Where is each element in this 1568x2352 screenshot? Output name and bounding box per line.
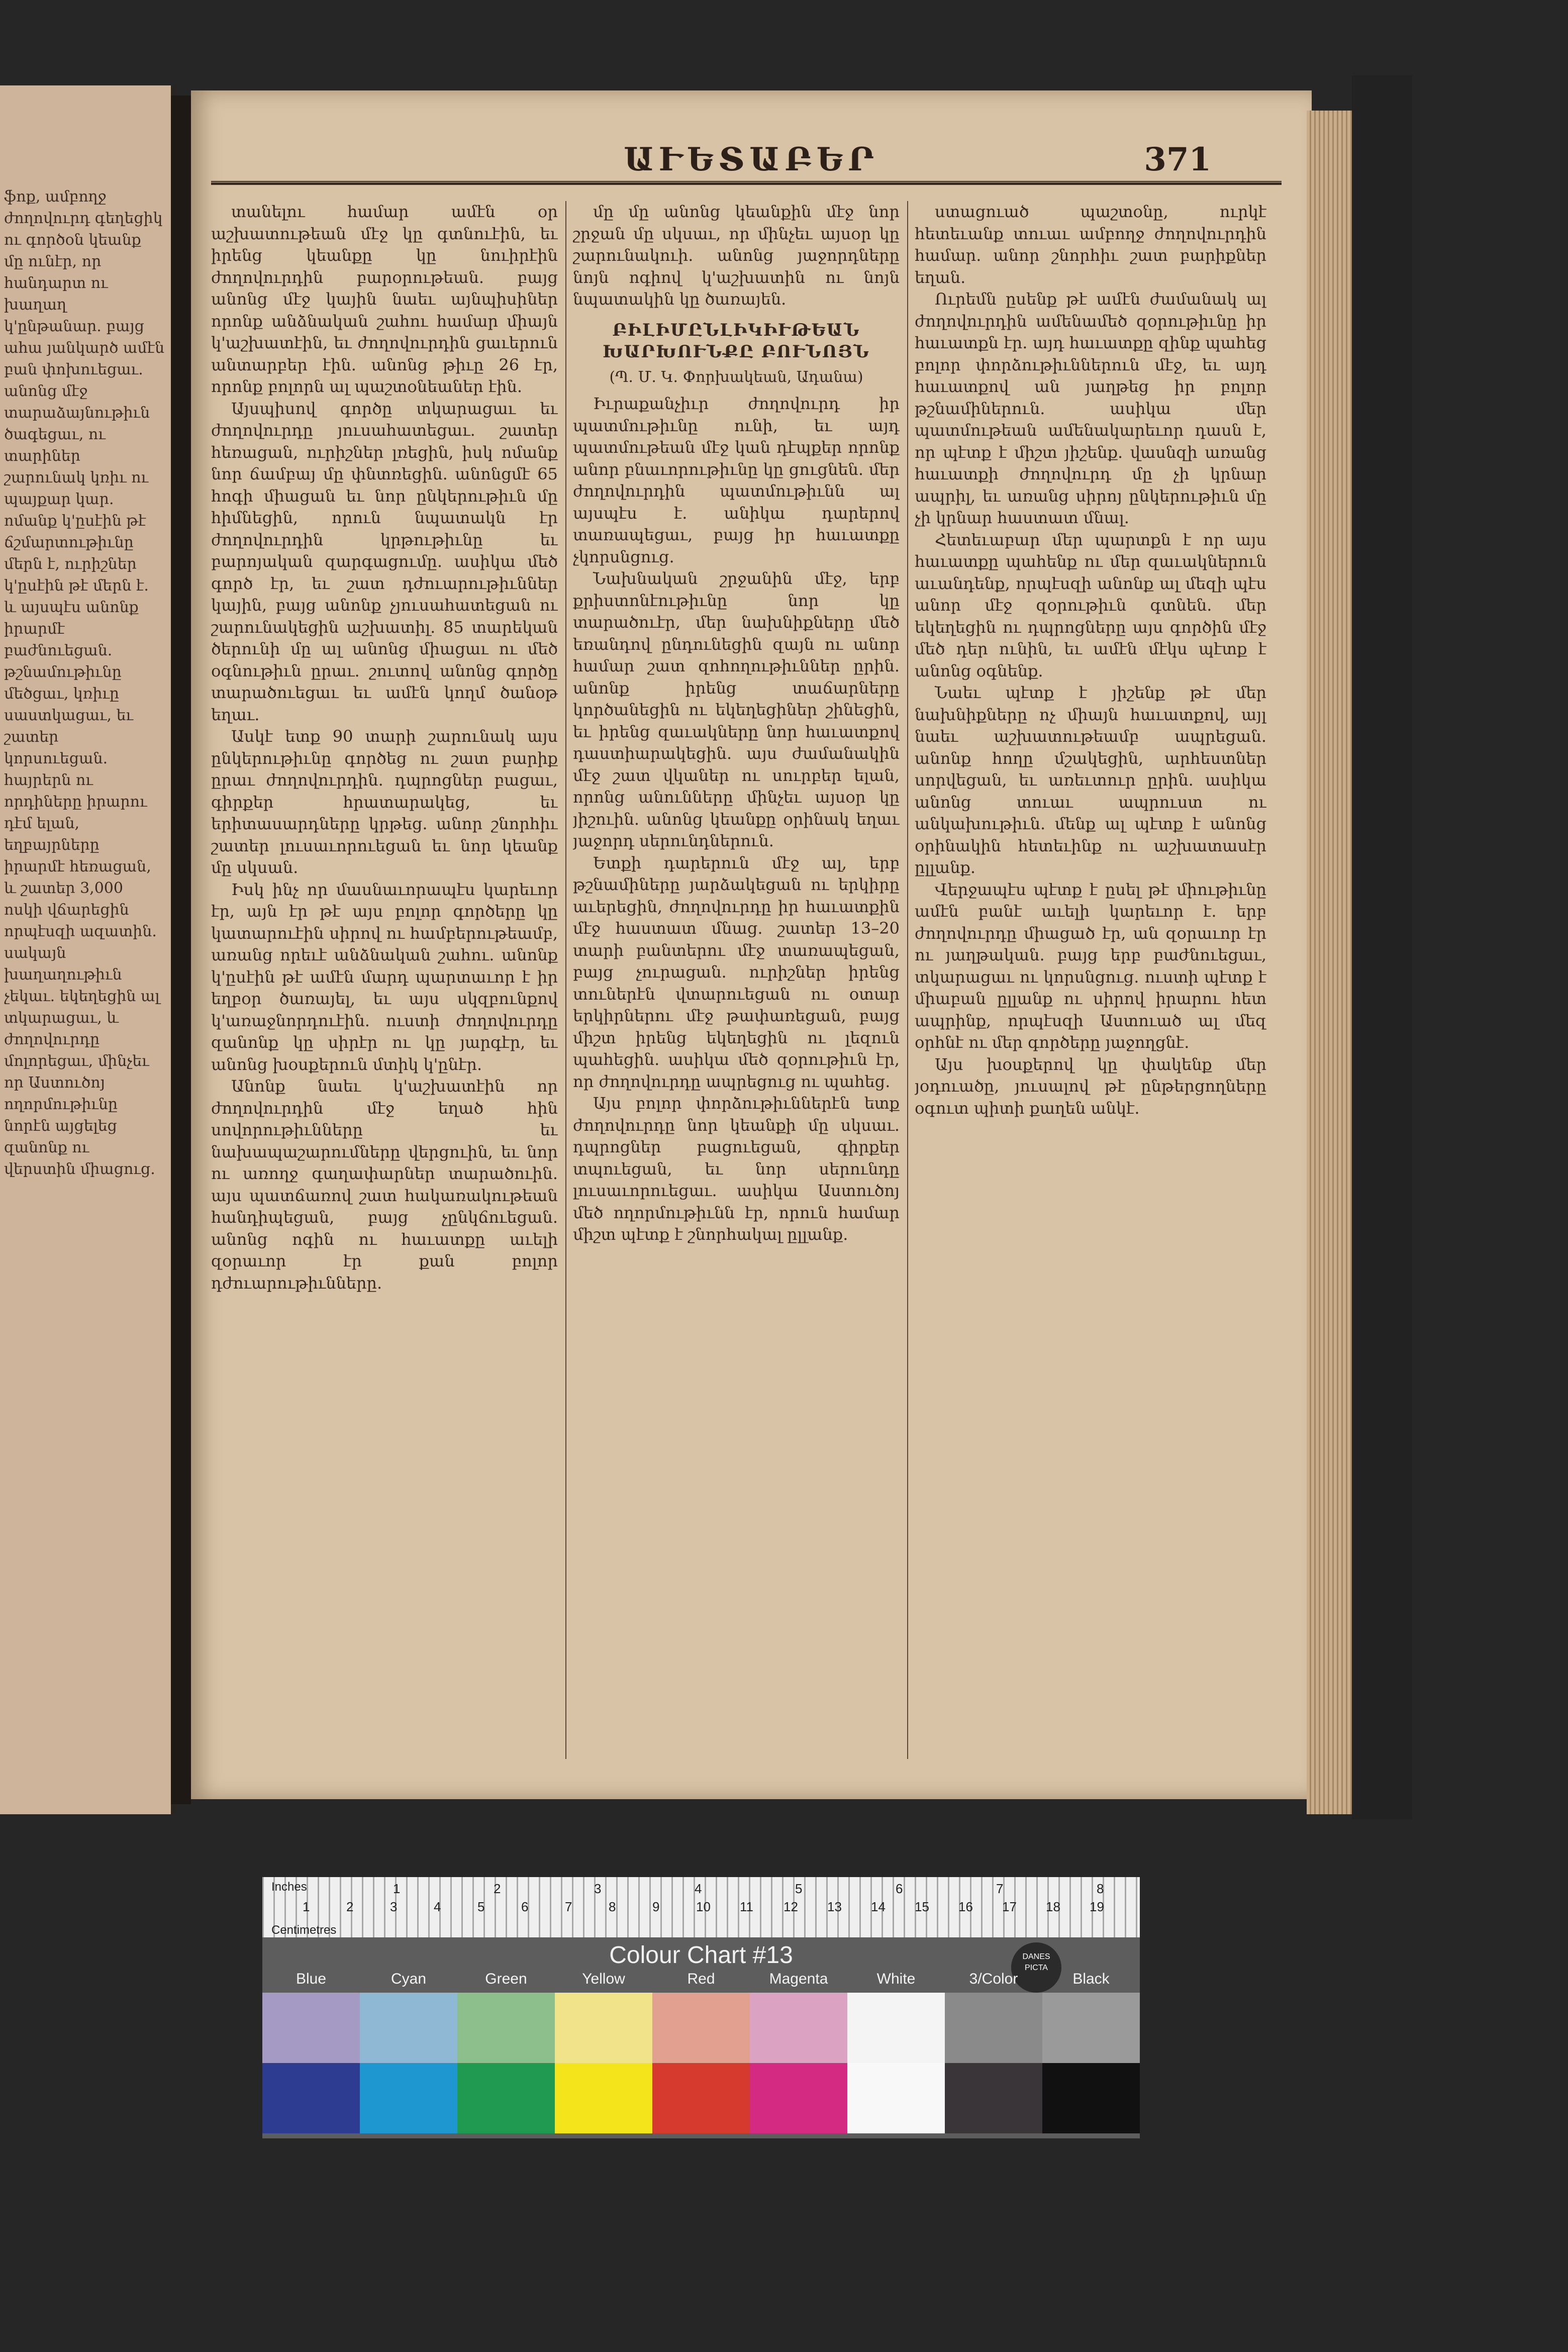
page-number: 371 — [1144, 141, 1211, 178]
header-rule — [211, 181, 1282, 185]
swatch-top-cyan — [360, 1993, 457, 2063]
book-gutter — [171, 95, 191, 1804]
swatch-top-white — [847, 1993, 945, 2063]
swatch-label-yellow: Yellow — [582, 1971, 625, 1987]
ruler-cm-label: Centimetres — [271, 1923, 337, 1937]
column-2: մը մը անոնց կեանքին մէջ նոր շրջան մը սկսաւ, որ մինչեւ այսօր կը շարունակուի. անոնց յաջորդները նոյն ոգիով կ'աշխատին ու նոյն նպատակին կը ծառայեն. ԲԻԼԻՄԸՆԼԻԿԻՒԹԵԱՆ ԽԱՐԽՈՒՆՔԸ ԲՈՒՆՈՅՆ (Պ. Մ. Կ. Փորխակեան, Ադանա) Իւրաքանչիւր ժողովուրդ իր պատմութիւնը ունի, եւ այդ պատմութեան մէջ կան դէպքեր որոնք անոր բնաւորութիւնը կը ցուցնեն. մեր ժողովուրդին պատմութիւնն ալ այսպէս է. անիկա դարերով տառապեցաւ, բայց իր հաւատքը չկորսնցուց. Նախնական շրջանին մէջ, երբ քրիստոնէութիւնը նոր կը տարածուէր, մեր նախնիքները մեծ եռանդով ընդունեցին զայն ու անոր համար շատ զոհողութիւններ ըրին. անոնք իրենց տաճարները կործանեցին ու եկեղեցիներ շինեցին, եւ իրենց զաւակները նոր հաւատքով դաստիարակեցին. այս ժամանակին մէջ շատ վկաներ ու սուրբեր ելան, որոնց անունները մինչեւ այսօր կը յիշուին. անոնց կեանքը օրինակ եղաւ յաջորդ սերունդներուն. Ետքի դարերուն մէջ ալ, երբ թշնամիները յարձակեցան ու երկիրը աւերեցին, ժողովուրդը իր հաւատքին մէջ հաստատ մնաց. շատեր 13–20 տարի բանտերու մէջ տառապեցան, բայց չուրացան. ուրիշներ իրենց տուներէն վտարուեցան ու օտար երկիրներու մէջ թափառեցան, բայց միշտ իրենց եկեղեցին ու լեզուն պահեցին. ասիկա մեծ զօրութիւն էր, որ ժողովուրդը ապրեցուց ու պահեց. Այս բոլոր փորձութիւններէն ետք ժողովուրդը նոր կեանքի մը սկսաւ. դպրոցներ բացուեցան, գիրքեր տպուեցան, եւ նոր սերունդը լուսաւորուեցաւ. ասիկա Աստուծոյ մեծ ողորմութիւնն էր, որուն համար միշտ պէտք է շնորհակալ ըլլանք. — [573, 202, 900, 1244]
book-cover — [1352, 75, 1412, 1819]
swatch-label-white: White — [876, 1971, 916, 1987]
figure-range: 13–20 — [850, 919, 900, 938]
ruler-cm-2: 2 — [346, 1899, 354, 1914]
ruler — [262, 1877, 1140, 1937]
swatch-labels — [262, 1971, 1140, 1991]
right-page — [191, 90, 1312, 1799]
swatch-top-yellow — [555, 1993, 652, 2063]
ruler-inch-7: 7 — [996, 1881, 1004, 1896]
swatch-top-black — [1042, 1993, 1140, 2063]
ruler-inch-1: 1 — [393, 1881, 401, 1896]
swatch-bottom-magenta — [750, 2063, 847, 2133]
swatch-top-magenta — [750, 1993, 847, 2063]
ruler-inch-4: 4 — [695, 1881, 702, 1896]
swatch-bottom-black — [1042, 2063, 1140, 2133]
figure-65: 65 — [537, 464, 558, 483]
running-title: ԱՒԵՏԱԲԵՐ — [624, 141, 879, 178]
colour-chart-title: Colour Chart #13 — [609, 1942, 793, 1969]
ruler-cm-7: 7 — [565, 1899, 572, 1914]
column-1: տանելու համար ամէն օր աշխատութեան մէջ կը գտնուէին, եւ իրենց կեանքը կը նուիրէին ժողովուրդին բարօրութեան. բայց անոնց մէջ կային նաեւ այնպիսիներ որոնք անձնական շահու համար միայն կ'աշխատէին, եւ ժողովուրդին ցաւերուն անտարբեր էին. անոնց թիւը 26 էր, որոնք բոլորն ալ պաշտօնեաներ էին. Այսպիսով գործը տկարացաւ եւ ժողովուրդը յուսահատեցաւ. շատեր հեռացան, ուրիշներ լռեցին, իսկ ոմանք նոր ճամբայ մը փնտռեցին. անոնցմէ 65 հոգի միացան եւ նոր ընկերութիւն մը հիմնեցին, որուն նպատակն էր ժողովուրդին կրթութիւնը եւ բարոյական զարգացումը. ասիկա մեծ գործ էր, եւ շատ դժուարութիւններ կային, բայց անոնք չյուսահատեցան ու շարունակեցին աշխատիլ. 85 տարեկան ծերունի մը ալ անոնց միացաւ ու մեծ օգնութիւն ըրաւ. շուտով անոնց գործը տարածուեցաւ եւ ամէն կողմ ծանօթ եղաւ. Ասկէ ետք 90 տարի շարունակ այս ընկերութիւնը գործեց ու շատ բարիք ըրաւ ժողովուրդին. դպրոցներ բացաւ, գիրքեր հրատարակեց, եւ երիտասարդները կրթեց. անոր շնորհիւ շատեր լուսաւորուեցան եւ նոր կեանք մը սկսան. Իսկ ինչ որ մասնաւորապէս կարեւոր էր, այն էր թէ այս բոլոր գործերը կը կատարուէին սիրով ու համբերութեամբ, առանց որեւէ անձնական շահու. անոնք կ'ըսէին թէ ամէն մարդ պարտաւոր է իր եղբօր ծառայել, եւ այս սկզբունքով կ'առաջնորդուէին. ուստի ժողովուրդը զանոնք կը սիրէր ու կը յարգէր, եւ անոնց խօսքերուն մտիկ կ'ընէր. Անոնք նաեւ կ'աշխատէին որ ժողովուրդին մէջ եղած հին սովորութիւնները եւ նախապաշարումները վերցուին, եւ նոր ու առողջ գաղափարներ տարածուին. այս պատճառով շատ հակառակութեան հանդիպեցան, բայց չընկճուեցան. անոնց ոգին ու հաւատքը աւելի զօրաւոր էր քան բոլոր դժուարութիւնները. — [211, 202, 558, 1293]
swatch-bottom-yellow — [555, 2063, 652, 2133]
swatch-bottom-3-color — [945, 2063, 1042, 2133]
ruler-cm-8: 8 — [609, 1899, 616, 1914]
ruler-cm-3: 3 — [390, 1899, 398, 1914]
ruler-cm-11: 11 — [740, 1899, 753, 1914]
figure-26: 26 — [499, 355, 520, 374]
ruler-cm-10: 10 — [696, 1899, 711, 1914]
ruler-cm-19: 19 — [1090, 1899, 1104, 1914]
ruler-cm-13: 13 — [827, 1899, 842, 1914]
ruler-inch-8: 8 — [1097, 1881, 1104, 1896]
danes-picta-logo: DANES PICTA — [1011, 1942, 1061, 1993]
swatch-bottom-red — [652, 2063, 750, 2133]
page-edges — [1307, 111, 1357, 1814]
ruler-cm-1: 1 — [303, 1899, 310, 1914]
ruler-inch-2: 2 — [494, 1881, 501, 1896]
article-byline: (Պ. Մ. Կ. Փորխակեան, Ադանա) — [609, 368, 863, 386]
swatch-bottom-white — [847, 2063, 945, 2133]
ruler-cm-4: 4 — [434, 1899, 441, 1914]
swatch-top-green — [457, 1993, 555, 2063]
figure-90: 90 — [332, 727, 353, 746]
ruler-cm-5: 5 — [477, 1899, 485, 1914]
swatch-bottom-green — [457, 2063, 555, 2133]
swatch-label-3-color: 3/Color — [969, 1971, 1018, 1987]
swatch-bottom-cyan — [360, 2063, 457, 2133]
column-divider-1 — [565, 201, 566, 1759]
ruler-inches-label: Inches — [271, 1880, 307, 1894]
running-head — [191, 141, 1312, 196]
swatch-label-blue: Blue — [296, 1971, 327, 1987]
swatch-label-magenta: Magenta — [769, 1971, 828, 1987]
swatch-top-3-color — [945, 1993, 1042, 2063]
ruler-inch-3: 3 — [594, 1881, 602, 1896]
swatch-label-red: Red — [687, 1971, 715, 1987]
swatch-label-green: Green — [485, 1971, 527, 1987]
column-3: ստացուած պաշտօնը, ուրկէ հետեւանք տուաւ ամբողջ ժողովուրդին համար. անոր շնորհիւ շատ բարիքներ եղան. Ուրեմն ըսենք թէ ամէն ժամանակ ալ ժողովուրդին ամենամեծ զօրութիւնը իր հաւատքն էր. այդ հաւատքը զինք պահեց բոլոր փորձութիւններուն մէջ, եւ այդ հաւատքով ան յաղթեց իր բոլոր թշնամիներուն. ասիկա մեր պատմութեան ամենակարեւոր դասն է, որ պէտք է միշտ յիշենք. վասնզի առանց հաւատքի ժողովուրդ մը չի կրնար ապրիլ, եւ առանց սիրոյ ընկերութիւն մը չի կրնար հաստատ մնալ. Հետեւաբար մեր պարտքն է որ այս հաւատքը պահենք ու մեր զաւակներուն աւանդենք, որպէսզի անոնք ալ մեզի պէս անոր մէջ զօրութիւն գտնեն. մեր եկեղեցին ու դպրոցները այս գործին մէջ մեծ դեր ունին, եւ ամէն մէկս պէտք է անոնց օգնենք. Նաեւ պէտք է յիշենք թէ մեր նախնիքները ոչ միայն հաւատքով, այլ նաեւ աշխատութեամբ ապրեցան. անոնք հողը մշակեցին, արհեստներ սորվեցան, եւ առեւտուր ըրին. ասիկա անոնց տուաւ ապրուստ ու անկախութիւն. մենք ալ պէտք է անոնց օրինակին հետեւինք ու աշխատասէր ըլլանք. Վերջապէս պէտք է ըսել թէ միութիւնը ամէն բանէ աւելի կարեւոր է. երբ ժողովուրդը միացած էր, ան զօրաւոր էր ու յաղթական. բայց երբ բաժնուեցաւ, տկարացաւ ու կորսնցուց. ուստի պէտք է միաբան ըլլանք ու սիրով իրարու հետ ապրինք, որպէսզի Աստուած ալ մեզ օրհնէ ու մեր գործերը յաջողցնէ. Այս խօսքերով կը փակենք մեր յօդուածը, յուսալով թէ ընթերցողները օգուտ պիտի քաղեն անկէ. — [915, 202, 1266, 1118]
left-page — [0, 85, 176, 1814]
article-title: ԲԻԼԻՄԸՆԼԻԿԻՒԹԵԱՆ ԽԱՐԽՈՒՆՔԸ ԲՈՒՆՈՅՆ — [603, 320, 870, 362]
ruler-cm-15: 15 — [915, 1899, 929, 1914]
ruler-inch-6: 6 — [896, 1881, 903, 1896]
swatch-top-blue — [262, 1993, 360, 2063]
colour-chart-card — [262, 1877, 1140, 2138]
ruler-cm-12: 12 — [783, 1899, 798, 1914]
swatch-top-red — [652, 1993, 750, 2063]
ruler-cm-9: 9 — [652, 1899, 660, 1914]
ruler-cm-6: 6 — [521, 1899, 529, 1914]
ruler-inch-5: 5 — [795, 1881, 803, 1896]
ruler-cm-17: 17 — [1002, 1899, 1017, 1914]
ruler-cm-18: 18 — [1046, 1899, 1060, 1914]
figure-85: 85 — [443, 617, 464, 637]
column-divider-2 — [907, 201, 908, 1759]
swatch-label-cyan: Cyan — [390, 1971, 427, 1987]
ruler-cm-16: 16 — [958, 1899, 973, 1914]
left-page-text: ֆոք, ամբողջ ժողովուրդ գեղեցիկ ու գործօն կեանք մը ունէր, որ հանդարտ ու խաղաղ կ'ընթանար. բայց ահա յանկարծ ամէն բան փոխուեցաւ. անոնց մէջ տարաձայնութիւն ծագեցաւ, ու տարիներ շարունակ կռիւ ու պայքար կար. ոմանք կ'ըսէին թէ ճշմարտութիւնը մերն է, ուրիշներ կ'ըսէին թէ մերն է. և այսպէս անոնք իրարմէ բաժնուեցան. թշնամութիւնը մեծցաւ, կռիւը սաստկացաւ, եւ շատեր կորսուեցան. հայրերն ու որդիները իրարու դէմ ելան, եղբայրները իրարմէ հեռացան, և շատեր 3,000 ոսկի վճարեցին որպէսզի ազատին. սակայն խաղաղութիւն չեկաւ. եկեղեցին ալ տկարացաւ, և ժողովուրդը մոլորեցաւ, մինչեւ որ Աստուծոյ ողորմութիւնը նորէն այցելեց զանոնք ու վերստին միացուց. — [4, 188, 165, 1178]
figure-3000: 3,000 — [80, 879, 123, 897]
ruler-cm-14: 14 — [871, 1899, 886, 1914]
swatch-label-black: Black — [1072, 1971, 1110, 1987]
swatch-bottom-blue — [262, 2063, 360, 2133]
